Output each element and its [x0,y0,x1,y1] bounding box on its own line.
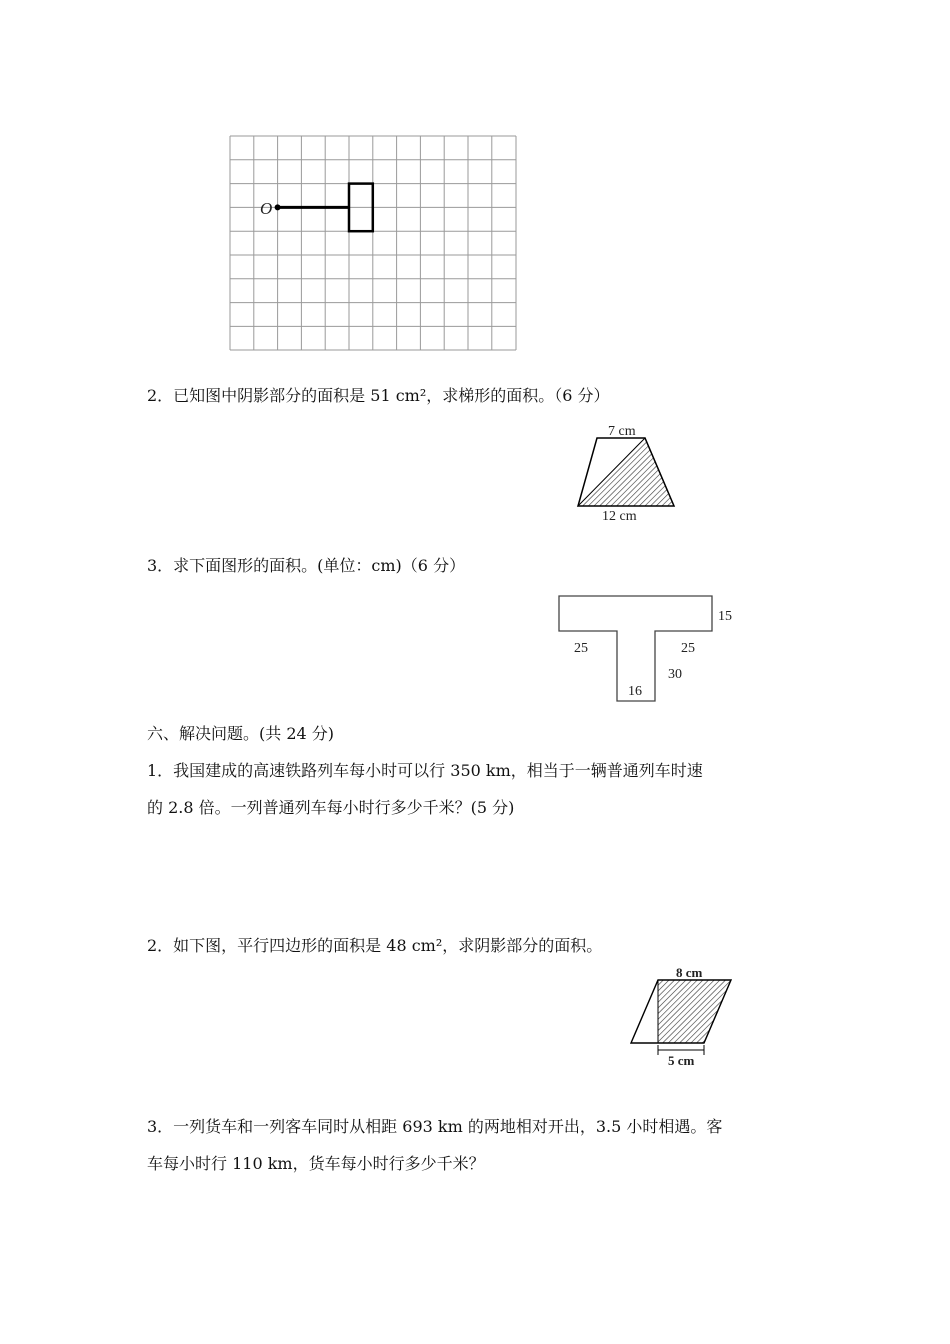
point-o-label: O [260,199,273,218]
problem-3-line-1: 3．一列货车和一列客车同时从相距 693 km 的两地相对开出，3.5 小时相遇。客 [147,1117,723,1136]
trapezoid-figure [572,420,702,526]
point-o-dot [275,204,281,210]
trapezoid-bottom-label: 12 cm [602,509,637,524]
t-shape-label-25-right: 25 [681,641,695,656]
parallelogram-figure [628,964,740,1072]
problem-2-text: 2．如下图，平行四边形的面积是 48 cm²，求阴影部分的面积。 [147,936,603,955]
t-shape-label-15: 15 [718,609,732,624]
trapezoid-top-label: 7 cm [608,424,636,439]
parallelogram-top-label: 8 cm [676,965,703,980]
question-2-text: 2．已知图中阴影部分的面积是 51 cm²，求梯形的面积。（6 分） [147,386,610,405]
grid-figure [228,134,520,354]
problem-1-line-2: 的 2.8 倍。一列普通列车每小时行多少千米？(5 分) [147,798,515,817]
section-6-heading: 六、解决问题。(共 24 分) [147,724,335,743]
t-shape-label-30: 30 [668,667,682,682]
t-shape-label-25-left: 25 [574,641,588,656]
problem-3-line-2: 车每小时行 110 km，货车每小时行多少千米？ [147,1154,485,1173]
problem-1-line-1: 1．我国建成的高速铁路列车每小时可以行 350 km，相当于一辆普通列车时速 [147,761,703,780]
parallelogram-shaded-region [658,980,731,1043]
grid-lines [230,136,516,350]
question-3-text: 3．求下面图形的面积。(单位：cm)（6 分） [147,556,466,575]
t-shape-label-16: 16 [628,684,642,699]
t-shape-figure [555,594,755,706]
parallelogram-bottom-label: 5 cm [668,1053,695,1068]
